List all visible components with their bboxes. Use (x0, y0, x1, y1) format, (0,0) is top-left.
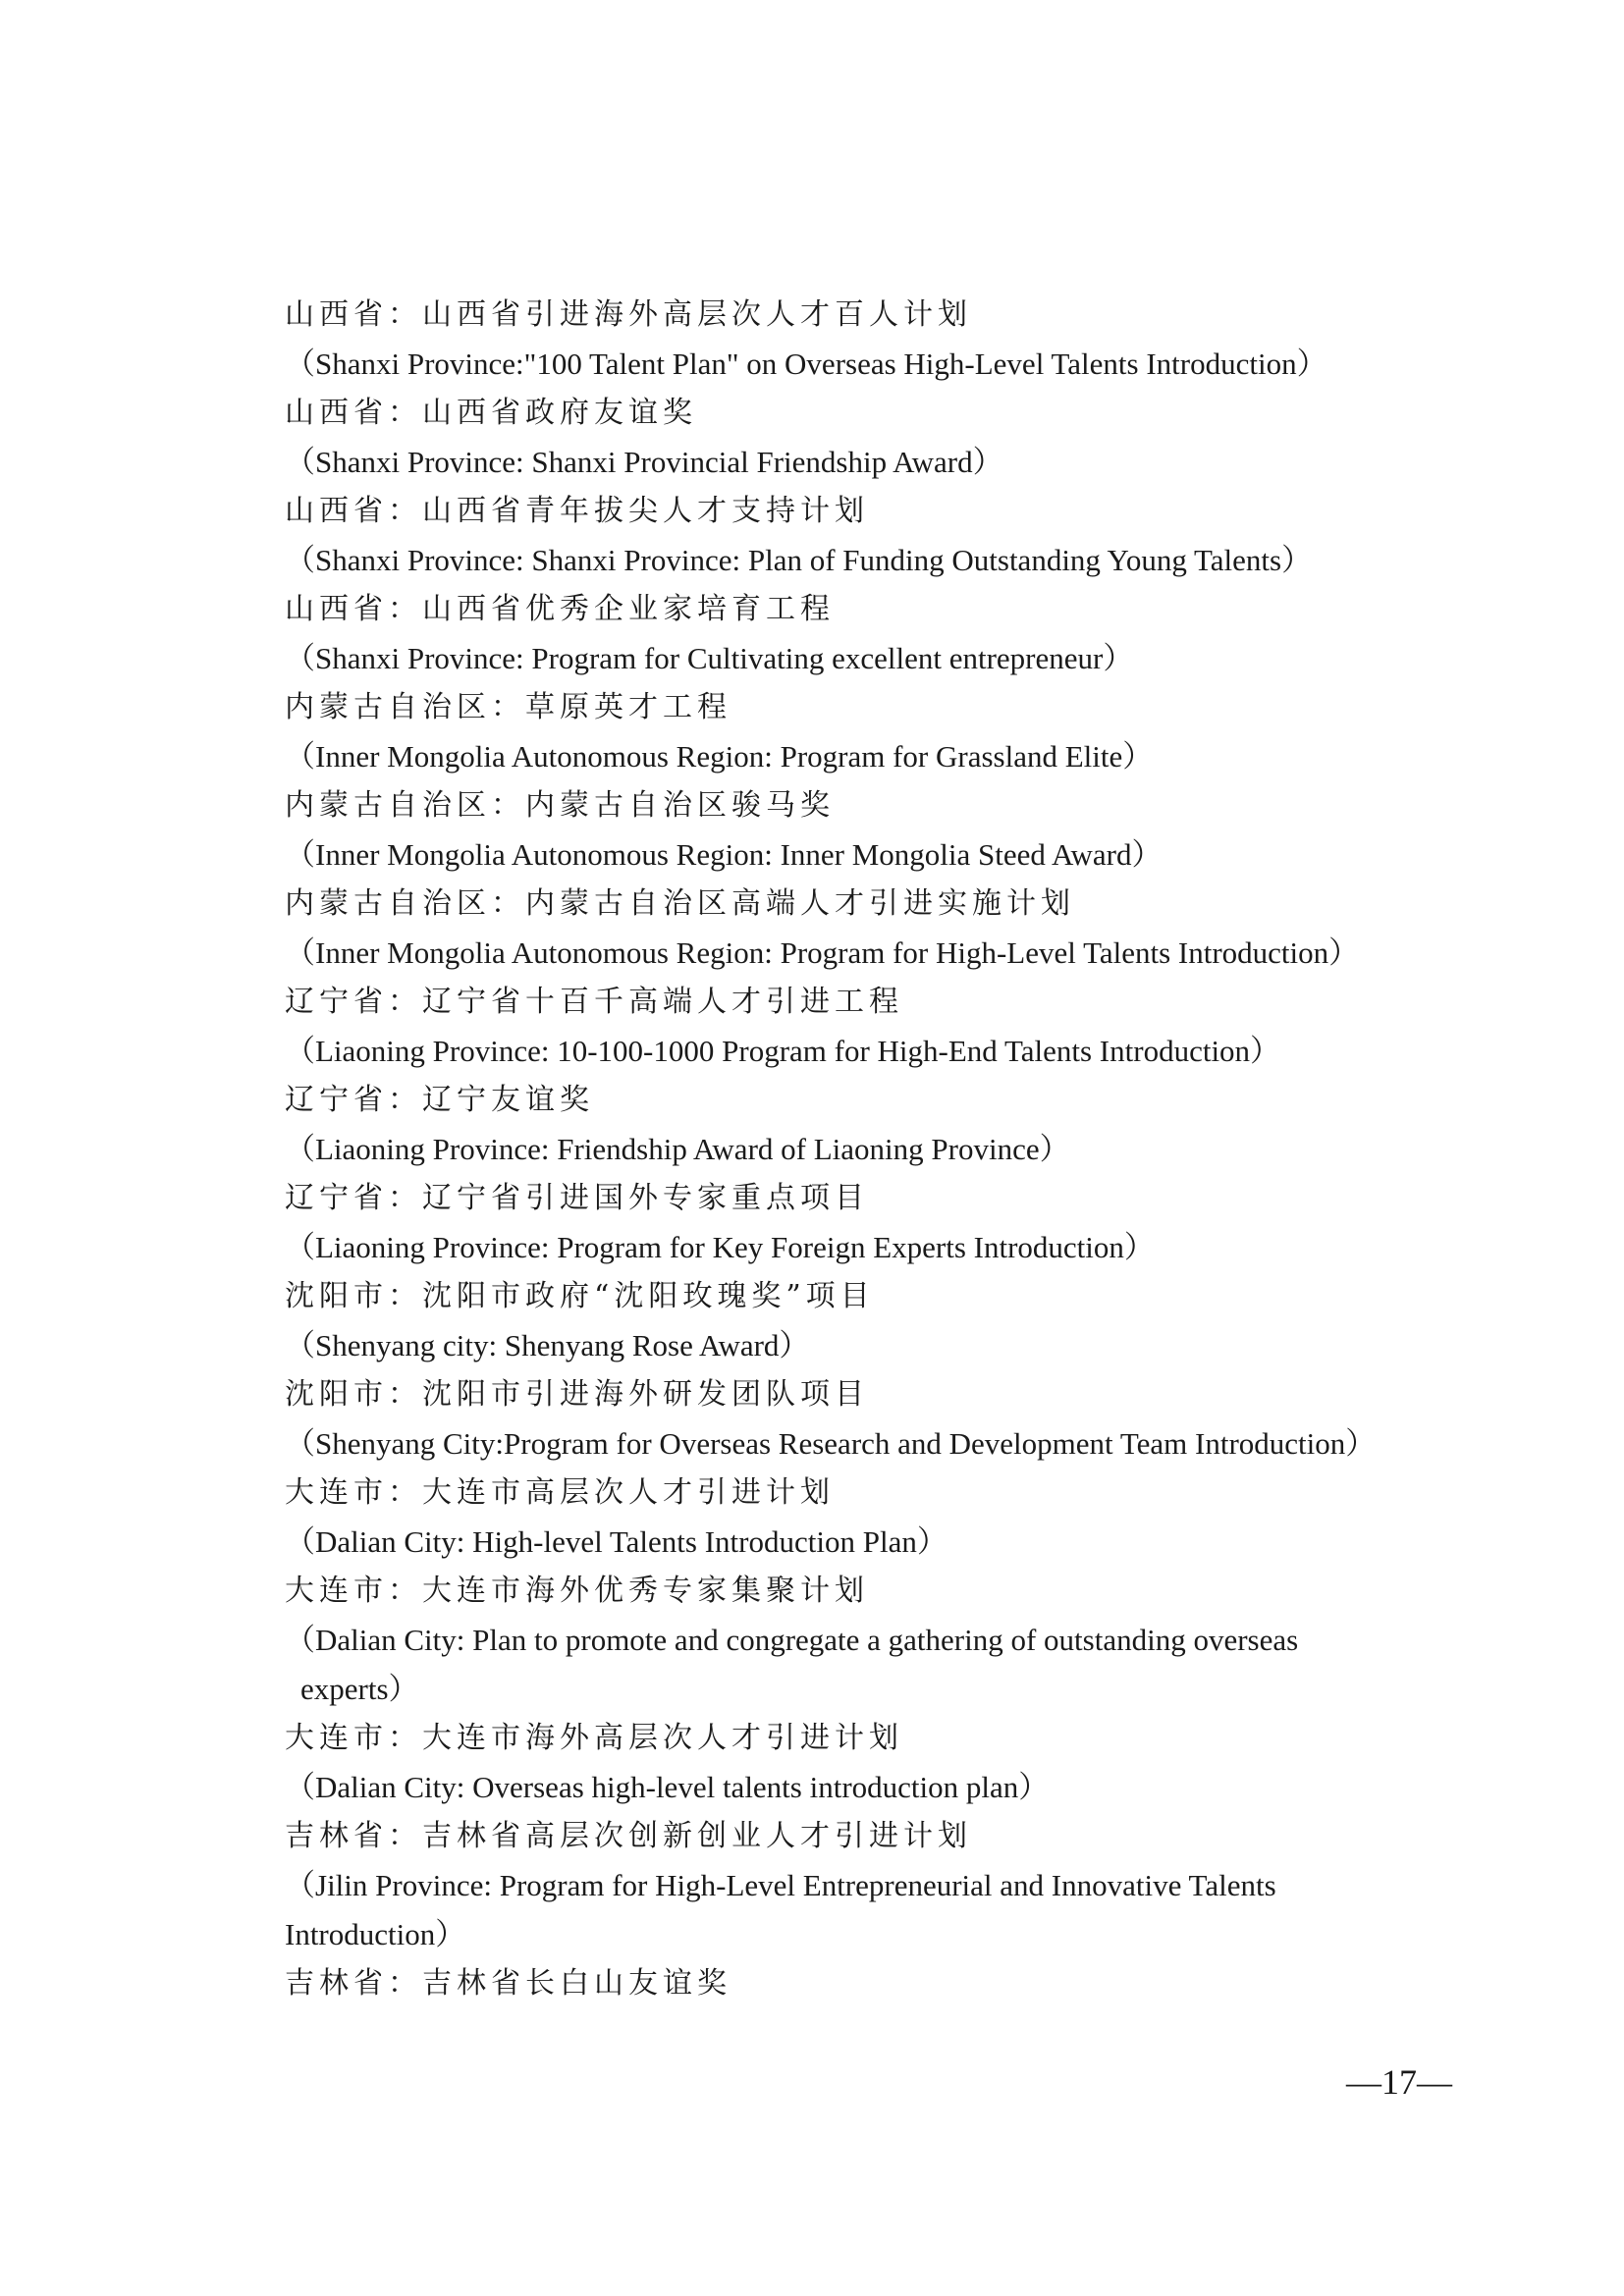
page-number: —17— (1346, 2062, 1452, 2102)
program-name-chinese: 吉林省：吉林省高层次创新创业人才引进计划 (285, 1819, 972, 1853)
program-name-chinese: 山西省：山西省政府友谊奖 (285, 396, 697, 430)
program-name-english: （Liaoning Province: 10-100-1000 Program for High-End Talents Introduction） (285, 1034, 1281, 1068)
program-name-chinese: 大连市：大连市海外高层次人才引进计划 (285, 1721, 903, 1755)
program-name-english: （Inner Mongolia Autonomous Region: Program for Grassland Elite） (285, 739, 1154, 774)
program-name-chinese: 吉林省：吉林省长白山友谊奖 (285, 1966, 731, 2001)
program-name-chinese: 辽宁省：辽宁友谊奖 (285, 1083, 594, 1117)
program-name-english: （Liaoning Province: Program for Key Foreign Experts Introduction） (285, 1230, 1155, 1264)
program-name-chinese: 大连市：大连市海外优秀专家集聚计划 (285, 1574, 869, 1608)
program-name-english: （Shanxi Province: Shanxi Provincial Friendship Award） (285, 445, 1003, 479)
program-name-chinese: 山西省：山西省青年拔尖人才支持计划 (285, 494, 869, 528)
program-name-chinese: 内蒙古自治区：内蒙古自治区高端人才引进实施计划 (285, 886, 1075, 921)
program-name-english: （Shanxi Province: Program for Cultivating excellent entrepreneur） (285, 641, 1134, 675)
program-name-english: （Shanxi Province:"100 Talent Plan" on Overseas High-Level Talents Introduction） (285, 347, 1327, 381)
program-name-english: （Dalian City: High-level Talents Introduction Plan） (285, 1524, 947, 1559)
program-name-chinese: 辽宁省：辽宁省引进国外专家重点项目 (285, 1181, 869, 1215)
program-name-english: （Dalian City: Overseas high-level talents introduction plan） (285, 1770, 1050, 1804)
program-name-english-continued: experts） (300, 1672, 419, 1706)
program-name-english: （Shanxi Province: Shanxi Province: Plan of Funding Outstanding Young Talents） (285, 543, 1313, 577)
program-name-chinese: 内蒙古自治区：内蒙古自治区骏马奖 (285, 788, 835, 823)
program-name-english: （Dalian City: Plan to promote and congregate a gathering of outstanding overseas (285, 1623, 1299, 1657)
program-name-english: （Liaoning Province: Friendship Award of Liaoning Province） (285, 1132, 1070, 1166)
program-name-english: （Shenyang City:Program for Overseas Research and Development Team Introduction） (285, 1426, 1377, 1461)
program-name-english: （Jilin Province: Program for High-Level Entrepreneurial and Innovative Talents (285, 1868, 1276, 1902)
program-name-english: （Inner Mongolia Autonomous Region: Inner Mongolia Steed Award） (285, 837, 1163, 872)
program-name-chinese: 大连市：大连市高层次人才引进计划 (285, 1475, 835, 1510)
program-name-chinese: 辽宁省：辽宁省十百千高端人才引进工程 (285, 985, 903, 1019)
program-name-chinese: 沈阳市：沈阳市政府“沈阳玫瑰奖”项目 (285, 1279, 875, 1313)
program-name-english-continued: Introduction） (285, 1917, 466, 1951)
talent-program-list (285, 291, 1453, 2008)
program-name-chinese: 沈阳市：沈阳市引进海外研发团队项目 (285, 1377, 869, 1412)
program-name-english: （Shenyang city: Shenyang Rose Award） (285, 1328, 810, 1362)
program-name-chinese: 山西省：山西省优秀企业家培育工程 (285, 592, 835, 626)
program-name-english: （Inner Mongolia Autonomous Region: Program for High-Level Talents Introduction） (285, 935, 1360, 970)
program-name-chinese: 山西省：山西省引进海外高层次人才百人计划 (285, 297, 972, 332)
program-name-chinese: 内蒙古自治区：草原英才工程 (285, 690, 731, 724)
